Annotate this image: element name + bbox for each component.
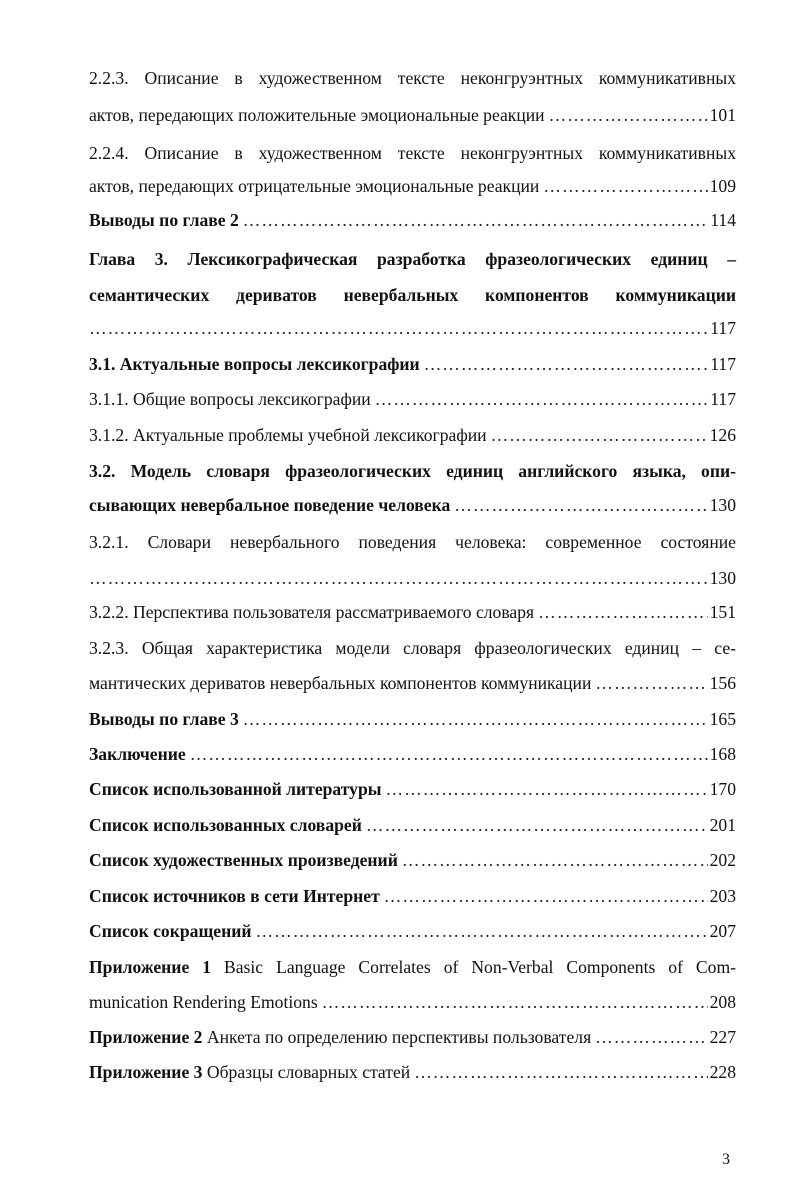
page-ref: 208 xyxy=(709,992,736,1012)
toc-entry-chapter-3-line-2: семантических дериватов невербальных компонентов коммуникации xyxy=(89,285,736,305)
page-ref: 201 xyxy=(709,815,736,835)
toc-entry-appendix-1-line-1: Приложение 1 Basic Language Correlates of Non-Verbal Components of Com- xyxy=(89,957,736,977)
toc-entry-3-1-2: 3.1.2. Актуальные проблемы учебной лексикографии ……………………………………………………………………………………………………………………………………………………………………………… 126 xyxy=(89,424,736,446)
page-ref: 228 xyxy=(709,1062,736,1082)
toc-entry-3-2-line-1: 3.2. Модель словаря фразеологических единиц английского языка, опи- xyxy=(89,461,736,481)
page-ref: 202 xyxy=(709,850,736,870)
toc-entry-3-2-2: 3.2.2. Перспектива пользователя рассматриваемого словаря ……………………………………………………………………………………………………………………………………………………………………………… 151 xyxy=(89,601,736,623)
page-ref: 151 xyxy=(709,602,736,622)
dot-leader xyxy=(256,920,708,942)
dot-leader xyxy=(454,494,707,516)
toc-entry-appendix-2: Приложение 2 Анкета по определению перспективы пользователя ……………………………………………………………………………………………………………………………………………………………………………… 227 xyxy=(89,1026,736,1048)
dot-leader xyxy=(491,424,708,446)
dot-leader xyxy=(243,209,708,231)
page-ref: 117 xyxy=(710,354,736,374)
toc-entry-2-2-3-line-1: 2.2.3. Описание в художественном тексте неконгруэнтных коммуникативных xyxy=(89,68,736,88)
dot-leader xyxy=(549,104,708,126)
page-ref: 165 xyxy=(709,709,736,729)
toc-entry-conclusion: Заключение ……………………………………………………………………………………………………………………………………………………………………………… 168 xyxy=(89,743,736,765)
toc-entry-3-2-line-2: сывающих невербальное поведение человека ……………………………………………………………………………………………………………………………………………………………………………… 130 xyxy=(89,494,736,516)
dot-leader xyxy=(424,353,709,375)
page-ref: 109 xyxy=(709,176,736,196)
page-ref: 130 xyxy=(709,568,736,588)
page-ref: 126 xyxy=(709,425,736,445)
page-ref: 156 xyxy=(709,673,736,693)
dot-leader xyxy=(375,388,709,410)
dot-leader xyxy=(384,885,708,907)
page-ref: 101 xyxy=(709,105,736,125)
page-ref: 227 xyxy=(709,1027,736,1047)
dot-leader xyxy=(366,814,708,836)
toc-entry-abbreviations: Список сокращений ……………………………………………………………………………………………………………………………………………………………………………… 207 xyxy=(89,920,736,942)
toc-entry-3-2-1-line-2 xyxy=(89,567,736,589)
dot-leader xyxy=(595,1026,707,1048)
dot-leader xyxy=(89,317,708,339)
toc-entry-3-1-1: 3.1.1. Общие вопросы лексикографии ……………………………………………………………………………………………………………………………………………………………………………… 117 xyxy=(89,388,736,410)
dot-leader xyxy=(538,601,707,623)
toc-entry-3-1: 3.1. Актуальные вопросы лексикографии ……………………………………………………………………………………………………………………………………………………………………………… 117 xyxy=(89,353,736,375)
toc-entry-3-2-3-line-1: 3.2.3. Общая характеристика модели словаря фразеологических единиц – се- xyxy=(89,638,736,658)
dot-leader xyxy=(386,778,708,800)
page-ref: 114 xyxy=(710,210,736,230)
dot-leader xyxy=(414,1061,707,1083)
dot-leader xyxy=(543,175,707,197)
page-ref: 168 xyxy=(709,744,736,764)
toc-entry-2-2-3-line-2: актов, передающих положительные эмоциональные реакции ……………………………………………………………………………………………………………………………………………………………………………… 101 xyxy=(89,104,736,126)
toc-entry-fiction: Список художественных произведений ……………………………………………………………………………………………………………………………………………………………………………… 202 xyxy=(89,849,736,871)
toc-entry-internet-sources: Список источников в сети Интернет ……………………………………………………………………………………………………………………………………………………………………………… 203 xyxy=(89,885,736,907)
toc-entry-3-2-1-line-1: 3.2.1. Словари невербального поведения человека: современное состояние xyxy=(89,532,736,552)
toc-entry-appendix-1-line-2: munication Rendering Emotions ……………………………………………………………………………………………………………………………………………………………………………… 208 xyxy=(89,991,736,1013)
dot-leader xyxy=(322,991,708,1013)
page-ref: 117 xyxy=(710,318,736,338)
page-ref: 117 xyxy=(710,389,736,409)
toc-entry-2-2-4-line-2: актов, передающих отрицательные эмоциональные реакции ……………………………………………………………………………………………………………………………………………………………………………… 109 xyxy=(89,175,736,197)
toc-entry-conclusions-ch2: Выводы по главе 2 ……………………………………………………………………………………………………………………………………………………………………………… 114 xyxy=(89,209,736,231)
page-ref: 207 xyxy=(709,921,736,941)
page-ref: 203 xyxy=(709,886,736,906)
dot-leader xyxy=(190,743,708,765)
dot-leader xyxy=(595,672,707,694)
dot-leader xyxy=(243,708,708,730)
toc-entry-chapter-3-line-3 xyxy=(89,317,736,339)
toc-entry-conclusions-ch3: Выводы по главе 3 ……………………………………………………………………………………………………………………………………………………………………………… 165 xyxy=(89,708,736,730)
toc-entry-3-2-3-line-2: мантических дериватов невербальных компонентов коммуникации ……………………………………………………………………………………………………………………………………………………………………………… 156 xyxy=(89,672,736,694)
toc-entry-chapter-3-line-1: Глава 3. Лексикографическая разработка фразеологических единиц – xyxy=(89,249,736,269)
page-ref: 170 xyxy=(709,779,736,799)
toc-entry-references: Список использованной литературы ……………………………………………………………………………………………………………………………………………………………………………… 170 xyxy=(89,778,736,800)
toc-entry-appendix-3: Приложение 3 Образцы словарных статей ……………………………………………………………………………………………………………………………………………………………………………… 228 xyxy=(89,1061,736,1083)
page-number: 3 xyxy=(722,1151,730,1168)
toc-entry-2-2-4-line-1: 2.2.4. Описание в художественном тексте неконгруэнтных коммуникативных xyxy=(89,143,736,163)
page-ref: 130 xyxy=(709,495,736,515)
dot-leader xyxy=(89,567,708,589)
toc-entry-dictionaries: Список использованных словарей ……………………………………………………………………………………………………………………………………………………………………………… 201 xyxy=(89,814,736,836)
dot-leader xyxy=(402,849,708,871)
